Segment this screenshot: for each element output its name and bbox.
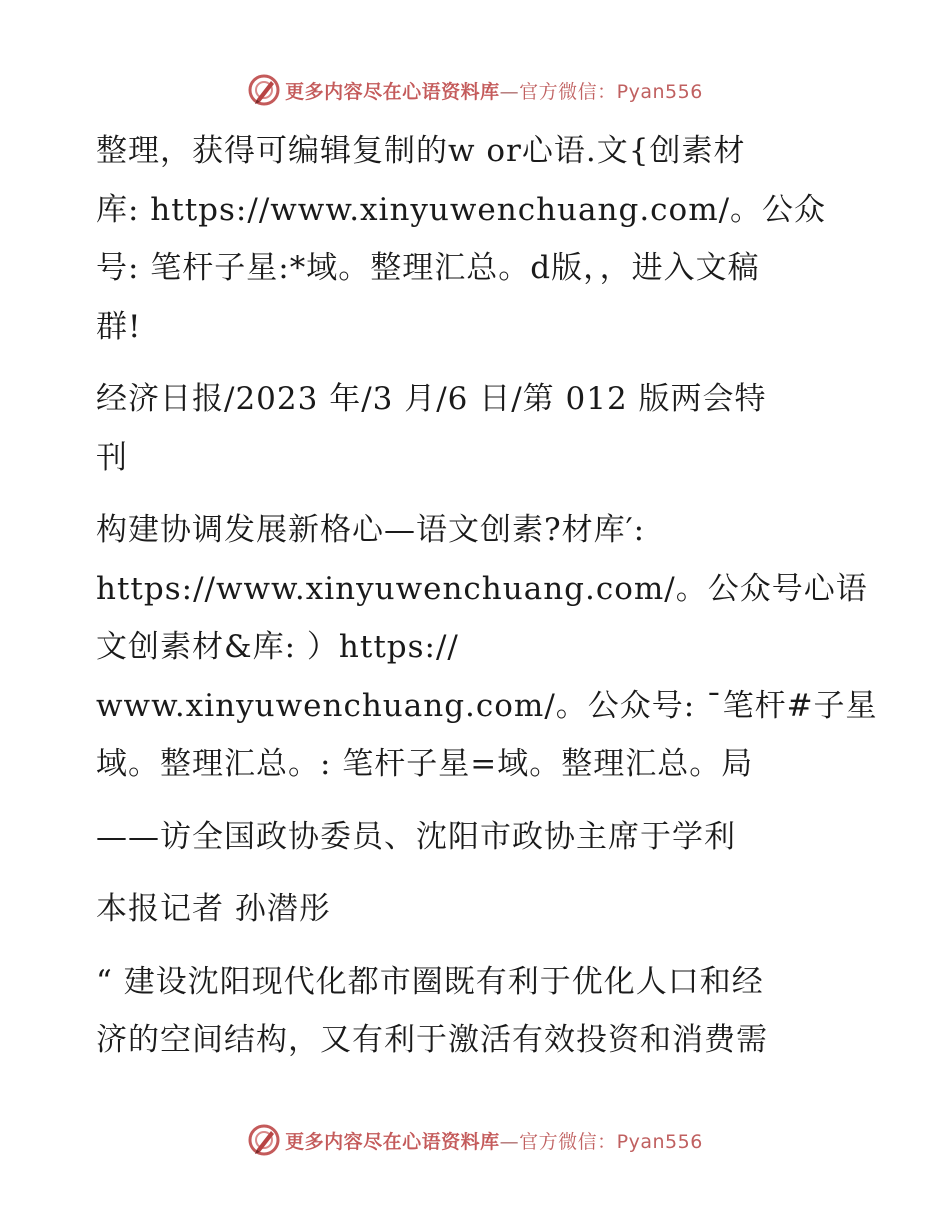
banner-wechat: 官方微信：Pyan556 — [519, 80, 703, 103]
text-line: https://www.xinyuwenchuang.com/。公众号心语 — [96, 570, 868, 607]
text-line: 域。整理汇总。: 笔杆子星=域。整理汇总。局 — [96, 746, 754, 782]
text-line: ——访全国政协委员、沈阳市政协主席于学利 — [96, 818, 736, 855]
text-line: 经济日报/2023 年/3 月/6 日/第 012 版两会特 — [96, 381, 767, 417]
paragraph-subtitle — [96, 808, 856, 867]
text-line: 刊 — [96, 439, 128, 476]
banner-text — [285, 77, 703, 104]
text-line: 济的空间结构，又有利于激活有效投资和消费需 — [96, 1022, 768, 1058]
pen-logo-icon — [247, 1123, 281, 1157]
text-line: 本报记者 孙潜彤 — [96, 891, 331, 927]
text-line: “ 建设沈阳现代化都市圈既有利于优化人口和经 — [96, 963, 764, 1000]
paragraph-intro — [96, 122, 856, 356]
banner-wechat: 官方微信：Pyan556 — [519, 1130, 703, 1153]
footer-banner — [0, 1120, 950, 1160]
paragraph-body — [96, 953, 856, 1070]
banner-slogan: 更多内容尽在心语资料库 — [285, 80, 500, 103]
header-banner — [0, 70, 950, 110]
pen-logo-icon — [247, 73, 281, 107]
text-line: 号: 笔杆子星:*域。整理汇总。d版，，进入文稿 — [96, 250, 760, 286]
text-line: www.xinyuwenchuang.com/。公众号: ¯笔杆#子星 — [96, 687, 878, 724]
banner-slogan: 更多内容尽在心语资料库 — [285, 1130, 500, 1153]
text-line: 构建协调发展新格心—语文创素?材库′: — [96, 512, 646, 548]
paragraph-byline — [96, 880, 856, 939]
document-body — [96, 122, 878, 1070]
text-line: 文创素材&库: ）https:// — [96, 629, 459, 665]
text-line: 群! — [96, 308, 142, 345]
paragraph-title — [96, 501, 878, 794]
banner-text — [285, 1127, 703, 1154]
banner-separator: — — [499, 1130, 520, 1153]
paragraph-source — [96, 370, 856, 487]
text-line: 库: https://www.xinyuwenchuang.com/。公众 — [96, 191, 827, 228]
text-line: 整理，获得可编辑复制的w or心语.文{创素材 — [96, 133, 746, 169]
banner-separator: — — [499, 80, 520, 103]
